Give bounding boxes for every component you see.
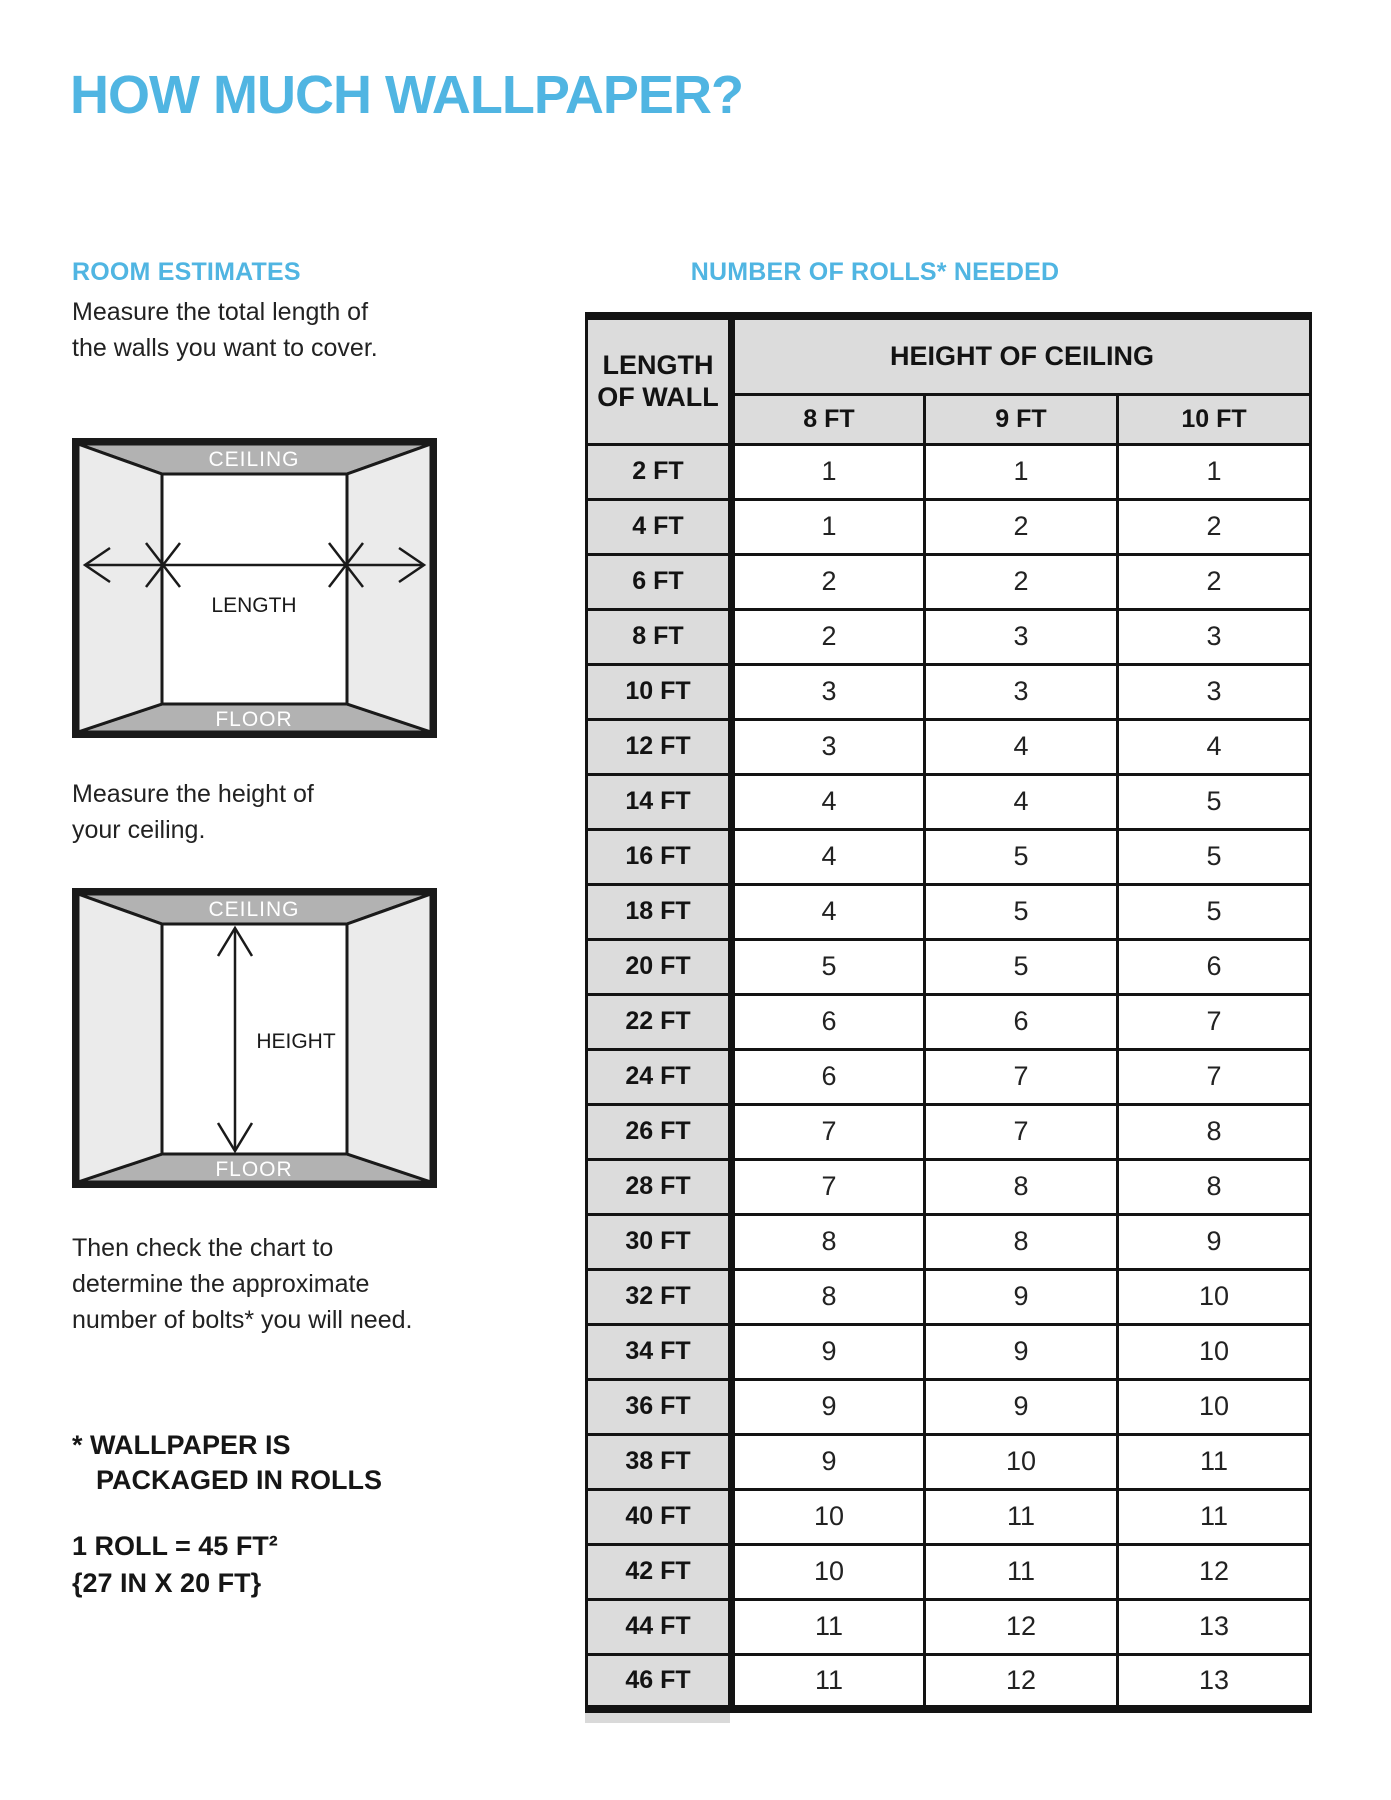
cell-value: 8 [732, 1269, 925, 1324]
table-row [587, 774, 1311, 829]
footnote-line: PACKAGED IN ROLLS [96, 1465, 383, 1495]
column-header-10ft: 10 FT [1118, 394, 1311, 444]
paragraph-line: determine the approximate [72, 1270, 370, 1298]
row-label: 12 FT [587, 719, 732, 774]
cell-value: 10 [732, 1489, 925, 1544]
cell-value: 3 [925, 609, 1118, 664]
cell-value: 5 [925, 829, 1118, 884]
row-label: 32 FT [587, 1269, 732, 1324]
row-label: 28 FT [587, 1159, 732, 1214]
cell-value: 2 [1118, 499, 1311, 554]
cell-value: 2 [732, 554, 925, 609]
right-wall [347, 444, 431, 732]
table-row [587, 719, 1311, 774]
table-header-row-1 [587, 316, 1311, 394]
cell-value: 11 [925, 1544, 1118, 1599]
table-row [587, 1159, 1311, 1214]
cell-value: 4 [732, 829, 925, 884]
cell-value: 6 [732, 1049, 925, 1104]
column-header-9ft: 9 FT [925, 394, 1118, 444]
row-label: 2 FT [587, 444, 732, 499]
cell-value: 5 [1118, 884, 1311, 939]
table-row [587, 1434, 1311, 1489]
cell-value: 2 [925, 499, 1118, 554]
cell-value: 13 [1118, 1654, 1311, 1709]
page-title: HOW MUCH WALLPAPER? [70, 65, 743, 125]
table-row [587, 829, 1311, 884]
back-wall [162, 474, 347, 704]
cell-value: 7 [732, 1159, 925, 1214]
row-label: 6 FT [587, 554, 732, 609]
height-label: HEIGHT [256, 1030, 336, 1053]
cell-value: 7 [1118, 1049, 1311, 1104]
cell-value: 10 [925, 1434, 1118, 1489]
cell-value: 8 [1118, 1104, 1311, 1159]
cell-value: 3 [1118, 609, 1311, 664]
paragraph-line: number of bolts* you will need. [72, 1306, 413, 1334]
rolls-table-body [587, 444, 1311, 1709]
table-row [587, 1104, 1311, 1159]
left-wall [78, 894, 162, 1182]
room-height-diagram [72, 888, 437, 1188]
cell-value: 7 [1118, 994, 1311, 1049]
measure-height-paragraph [72, 776, 314, 848]
table-row [587, 884, 1311, 939]
wallpaper-rolls-footnote [72, 1428, 382, 1498]
paragraph-line: Measure the height of [72, 780, 314, 808]
check-chart-paragraph [72, 1230, 412, 1338]
cell-value: 12 [1118, 1544, 1311, 1599]
table-row [587, 1269, 1311, 1324]
cell-value: 5 [732, 939, 925, 994]
cell-value: 10 [1118, 1379, 1311, 1434]
cell-value: 6 [925, 994, 1118, 1049]
cell-value: 8 [732, 1214, 925, 1269]
cell-value: 10 [1118, 1324, 1311, 1379]
row-label: 44 FT [587, 1599, 732, 1654]
table-row [587, 1489, 1311, 1544]
table-row [587, 1544, 1311, 1599]
table-row [587, 664, 1311, 719]
table-row [587, 1379, 1311, 1434]
row-label: 8 FT [587, 609, 732, 664]
table-row [587, 939, 1311, 994]
cell-value: 2 [1118, 554, 1311, 609]
row-label: 18 FT [587, 884, 732, 939]
table-row [587, 444, 1311, 499]
floor-label: FLOOR [215, 708, 293, 731]
cell-value: 8 [925, 1214, 1118, 1269]
table-row [587, 994, 1311, 1049]
cell-value: 2 [925, 554, 1118, 609]
height-of-ceiling-header: HEIGHT OF CEILING [732, 316, 1311, 394]
row-label: 20 FT [587, 939, 732, 994]
cell-value: 5 [925, 884, 1118, 939]
paragraph-line: Then check the chart to [72, 1234, 334, 1262]
header-line: OF WALL [597, 382, 719, 413]
cell-value: 9 [732, 1434, 925, 1489]
cell-value: 2 [732, 609, 925, 664]
cell-value: 12 [925, 1654, 1118, 1709]
cell-value: 9 [732, 1324, 925, 1379]
cell-value: 6 [732, 994, 925, 1049]
table-row [587, 1654, 1311, 1709]
row-label: 38 FT [587, 1434, 732, 1489]
row-label: 14 FT [587, 774, 732, 829]
row-label: 30 FT [587, 1214, 732, 1269]
cell-value: 11 [1118, 1434, 1311, 1489]
cell-value: 3 [732, 719, 925, 774]
row-label: 36 FT [587, 1379, 732, 1434]
cell-value: 10 [1118, 1269, 1311, 1324]
row-label: 34 FT [587, 1324, 732, 1379]
cell-value: 11 [732, 1599, 925, 1654]
table-row [587, 554, 1311, 609]
table-row [587, 609, 1311, 664]
row-label: 16 FT [587, 829, 732, 884]
cell-value: 4 [925, 719, 1118, 774]
column-header-8ft: 8 FT [732, 394, 925, 444]
table-row [587, 1214, 1311, 1269]
cell-value: 9 [732, 1379, 925, 1434]
roll-size-note [72, 1528, 278, 1602]
table-row [587, 499, 1311, 554]
cell-value: 3 [732, 664, 925, 719]
roll-size-line: {27 IN X 20 FT} [72, 1568, 262, 1598]
cell-value: 11 [925, 1489, 1118, 1544]
cell-value: 10 [732, 1544, 925, 1599]
row-label: 40 FT [587, 1489, 732, 1544]
ceiling-label: CEILING [208, 898, 300, 921]
cell-value: 1 [732, 444, 925, 499]
cell-value: 8 [925, 1159, 1118, 1214]
footnote-line: * WALLPAPER IS [72, 1430, 291, 1460]
row-label: 4 FT [587, 499, 732, 554]
paragraph-line: Measure the total length of [72, 298, 369, 326]
cell-value: 4 [732, 774, 925, 829]
cell-value: 9 [925, 1269, 1118, 1324]
cell-value: 5 [925, 939, 1118, 994]
room-estimates-heading: ROOM ESTIMATES [72, 258, 301, 286]
row-label: 22 FT [587, 994, 732, 1049]
row-label: 10 FT [587, 664, 732, 719]
next-row-cutoff-sliver [585, 1713, 730, 1723]
cell-value: 7 [925, 1104, 1118, 1159]
cell-value: 9 [1118, 1214, 1311, 1269]
cell-value: 9 [925, 1324, 1118, 1379]
paragraph-line: your ceiling. [72, 816, 206, 844]
floor-label: FLOOR [215, 1158, 293, 1181]
row-label: 26 FT [587, 1104, 732, 1159]
room-length-diagram [72, 438, 437, 738]
row-label: 46 FT [587, 1654, 732, 1709]
cell-value: 11 [1118, 1489, 1311, 1544]
cell-value: 8 [1118, 1159, 1311, 1214]
cell-value: 1 [925, 444, 1118, 499]
ceiling-label: CEILING [208, 448, 300, 471]
cell-value: 12 [925, 1599, 1118, 1654]
roll-size-line: 1 ROLL = 45 FT² [72, 1531, 278, 1561]
cell-value: 7 [732, 1104, 925, 1159]
rolls-needed-heading: NUMBER OF ROLLS* NEEDED [690, 258, 1060, 286]
cell-value: 7 [925, 1049, 1118, 1104]
cell-value: 4 [925, 774, 1118, 829]
cell-value: 4 [1118, 719, 1311, 774]
cell-value: 11 [732, 1654, 925, 1709]
header-line: LENGTH [602, 350, 714, 381]
right-wall [347, 894, 431, 1182]
rolls-table-container [585, 312, 1309, 1723]
left-wall [78, 444, 162, 732]
row-label: 24 FT [587, 1049, 732, 1104]
table-row [587, 1599, 1311, 1654]
length-label: LENGTH [211, 594, 297, 617]
length-of-wall-header [587, 316, 732, 444]
table-row [587, 1324, 1311, 1379]
cell-value: 5 [1118, 829, 1311, 884]
cell-value: 13 [1118, 1599, 1311, 1654]
cell-value: 4 [732, 884, 925, 939]
cell-value: 5 [1118, 774, 1311, 829]
cell-value: 6 [1118, 939, 1311, 994]
table-row [587, 1049, 1311, 1104]
cell-value: 3 [925, 664, 1118, 719]
row-label: 42 FT [587, 1544, 732, 1599]
cell-value: 3 [1118, 664, 1311, 719]
cell-value: 9 [925, 1379, 1118, 1434]
rolls-table [585, 312, 1312, 1713]
measure-length-paragraph [72, 294, 378, 366]
paragraph-line: the walls you want to cover. [72, 334, 378, 362]
cell-value: 1 [732, 499, 925, 554]
cell-value: 1 [1118, 444, 1311, 499]
